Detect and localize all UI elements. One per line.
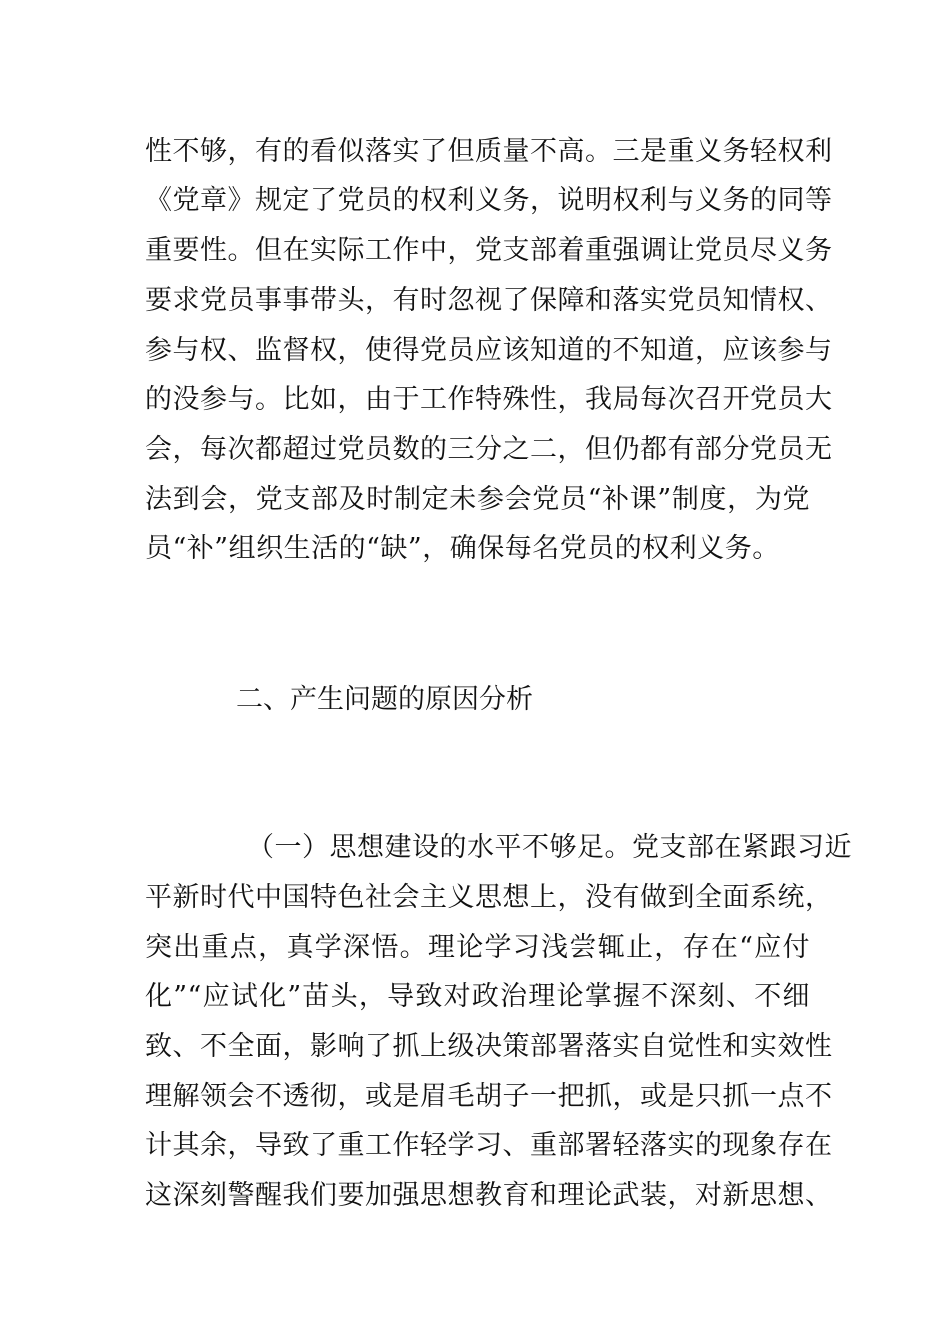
paragraph-1-line: 的没参与。比如，由于工作特殊性，我局每次召开党员大 — [145, 384, 833, 415]
paragraph-1-line: 《党章》规定了党员的权利义务，说明权利与义务的同等 — [145, 185, 833, 216]
paragraph-1-line: 参与权、监督权，使得党员应该知道的不知道，应该参与 — [145, 335, 833, 366]
paragraph-2-line: 理解领会不透彻，或是眉毛胡子一把抓，或是只抓一点不 — [145, 1081, 833, 1112]
paragraph-2-line: 平新时代中国特色社会主义思想上，没有做到全面系统， — [145, 882, 833, 913]
paragraph-2-line: 这深刻警醒我们要加强思想教育和理论武装，对新思想、 — [145, 1180, 833, 1211]
paragraph-1-line: 员“补”组织生活的“缺”，确保每名党员的权利义务。 — [145, 533, 780, 564]
paragraph-2-line: 致、不全面，影响了抓上级决策部署落实自觉性和实效性 — [145, 1031, 833, 1062]
paragraph-2-line: （一）思想建设的水平不够足。党支部在紧跟习近 — [247, 832, 852, 863]
paragraph-2-line: 计其余，导致了重工作轻学习、重部署轻落实的现象存在 — [145, 1130, 833, 1161]
paragraph-1-line: 会，每次都超过党员数的三分之二，但仍都有部分党员无 — [145, 434, 833, 465]
section-heading: 二、产生问题的原因分析 — [236, 684, 533, 715]
paragraph-1-line: 重要性。但在实际工作中，党支部着重强调让党员尽义务 — [145, 235, 833, 266]
paragraph-1-line: 性不够，有的看似落实了但质量不高。三是重义务轻权利 — [145, 136, 833, 167]
paragraph-2-line: 突出重点，真学深悟。理论学习浅尝辄止，存在“应付 — [145, 932, 810, 963]
paragraph-1-line: 法到会，党支部及时制定未参会党员“补课”制度，为党 — [145, 484, 810, 515]
paragraph-1-line: 要求党员事事带头，有时忽视了保障和落实党员知情权、 — [145, 285, 833, 316]
paragraph-2-line: 化”“应试化”苗头，导致对政治理论掌握不深刻、不细 — [145, 981, 810, 1012]
